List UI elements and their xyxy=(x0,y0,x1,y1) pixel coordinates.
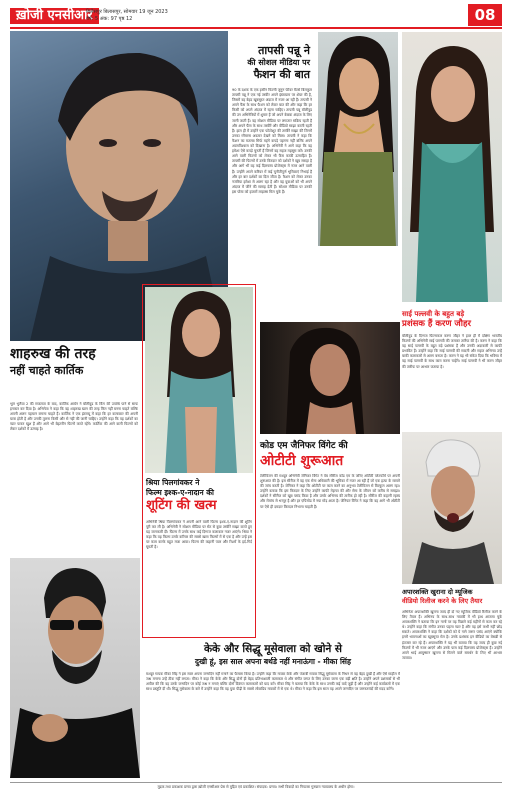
kartik-headline-line1: शाहरुख की तरह xyxy=(10,346,96,362)
footer-rule xyxy=(10,782,502,783)
taapsee-headline-line1: तापसी पन्नू ने xyxy=(258,44,310,57)
kartik-headline-line3: नहीं चाहते कार्तिक xyxy=(10,364,84,377)
mika-photo xyxy=(10,558,140,778)
saipallavi-headline xyxy=(402,310,502,330)
konkona-portrait-graphic xyxy=(260,322,400,434)
shriya-headline-line1: श्रिया पिलगांवकर ने xyxy=(146,478,200,487)
kartik-headline xyxy=(10,345,140,378)
konkona-headline xyxy=(260,440,400,470)
aparshakti-headline-line1: अपारशक्ति खुराना दो म्यूजिक xyxy=(402,588,473,596)
saipallavi-headline-line2: प्रशंसक हैं करण जौहर xyxy=(402,319,471,329)
mika-portrait-graphic xyxy=(10,558,140,778)
shriya-headline xyxy=(146,478,252,514)
masthead-meta xyxy=(86,9,168,23)
taapsee-body: 90 के दशक के एक हसीन फिल्मी जुनून फीवर मैटर्स बिलकुल तापसी पन्नू ने एक नई तस्वीर अपने इंस्टाग्राम पर शेयर की है, जिसमें वह बेहद खूबसूरत अंदाज में नजर आ रही हैं। तापसी ने अपने फैंस के साथ फैशन को लेकर बात की और कहा कि हर किसी को अपने अंदाज में रहना चाहिए। तापसी पन्नू बॉलीवुड की उन अभिनेत्रियों में शुमार हैं जो अपने बेबाक अंदाज के लिए जानी जाती हैं। वह सोशल मीडिया पर लगातार सक्रिय रहती हैं और अपने फैंस के साथ तस्वीरें और वीडियो साझा करती रहती हैं। हाल ही में उन्होंने एक फोटोशूट की तस्वीरें साझा कीं जिनमें उनका ग्लैमरस अवतार देखने को मिला। तापसी ने कहा कि फैशन का मतलब सिर्फ महंगे कपड़े पहनना नहीं बल्कि अपने आत्मविश्वास को दिखाना है। अभिनेत्री ने आगे कहा कि वह हमेशा ऐसे कपड़े चुनती हैं जिनमें वह सहज महसूस करें। उनकी आने वाली फिल्मों को लेकर भी फैंस काफी उत्साहित हैं। तापसी की फिल्मों में उनके किरदार को दर्शकों ने खूब सराहा है और आगे भी वह कई दिलचस्प प्रोजेक्ट्स में नजर आने वाली हैं। उन्होंने अपने करियर में कई चुनौतीपूर्ण भूमिकाएं निभाई हैं और हर बार दर्शकों का दिल जीता है। फैशन को लेकर उनका नजरिया हमेशा से अलग रहा है और वह युवाओं को भी अपने अंदाज में जीने की सलाह देती हैं। सोशल मीडिया पर उनकी इस पोस्ट को हजारों लाइक्स मिल चुके हैं। xyxy=(232,88,312,194)
taapsee-portrait-graphic xyxy=(318,32,398,246)
aparshakti-body: अभिनेता अपारशक्ति खुराना जल्द ही दो नए म्यूजिक वीडियो रिलीज करने के लिए तैयार हैं। अभिनय के साथ-साथ गायकी में भी हाथ आजमा चुके अपारशक्ति ने बताया कि इन गानों पर वह पिछले कई महीनों से काम कर रहे थे। उन्होंने कहा कि संगीत उनका पहला प्यार है और वह इसे कभी नहीं छोड़ सकते। अपारशक्ति ने कहा कि दर्शकों को ये गाने जरूर पसंद आएंगे क्योंकि इनमें भावनाओं का खूबसूरत मेल है। उनके प्रशंसक इन वीडियो का बेसब्री से इंतजार कर रहे हैं। अपारशक्ति ने यह भी बताया कि वह जल्द ही कुछ नई फिल्मों में भी नजर आएंगे और उनके पास कई दिलचस्प प्रोजेक्ट्स हैं। उन्होंने अपने भाई आयुष्मान खुराना से मिलने वाले समर्थन के लिए भी आभार जताया। xyxy=(402,610,502,660)
saipallavi-photo xyxy=(402,32,502,302)
masthead-meta-line2: वर्ष: 5 अंक: 97 पृष्ठ 12 xyxy=(86,16,133,22)
aparshakti-portrait-graphic xyxy=(402,432,502,584)
taapsee-headline-lower xyxy=(192,58,310,82)
saipallavi-portrait-graphic xyxy=(402,32,502,302)
taapsee-photo xyxy=(318,32,398,246)
konkona-body: टेलीविजन की मशहूर अभिनेत्री जेनिफर विंगेट ने वेब सीरीज कोड एम के जरिए ओटीटी प्लेटफॉर्म पर अपनी शुरूआत की है। इस सीरीज में वह एक सेना अधिकारी की भूमिका में नजर आ रही हैं जो एक हत्या के मामले की जांच करती है। जेनिफर ने कहा कि ओटीटी पर काम करने का अनुभव टेलीविजन से बिल्कुल अलग रहा। उन्होंने बताया कि इस किरदार के लिए उन्होंने काफी मेहनत की और सेना के जीवन को करीब से समझा। दर्शकों ने सीरीज को खूब पसंद किया है और उनके अभिनय की तारीफ हो रही है। सीरीज की कहानी रहस्य और रोमांच से भरपूर है और हर एपिसोड में नया मोड़ आता है। जेनिफर विंगेट ने कहा कि वह आगे भी ओटीटी पर ऐसे ही दमदार किरदार निभाना चाहती हैं। xyxy=(260,474,400,509)
taapsee-headline-line3: फैशन की बात xyxy=(253,68,310,81)
shriya-photo xyxy=(145,287,253,473)
konkona-headline-line2: ओटीटी शुरूआत xyxy=(260,453,344,469)
shriya-body: अभिनेत्री श्रिया पिलगांवकर ने अपनी आने वाली फिल्म इश्क-ए-नादान की शूटिंग पूरी कर ली है। अभिनेत्री ने सोशल मीडिया पर सेट से कुछ तस्वीरें साझा करते हुए यह जानकारी दी। फिल्म में उनके साथ कई दिग्गज कलाकार नजर आएंगे। श्रिया ने कहा कि यह फिल्म उनके करियर की सबसे खास फिल्मों में से एक है और उन्हें इस पर काम करके बहुत मजा आया। फिल्म की कहानी प्यार और रिश्तों के इर्द-गिर्द घूमती है। xyxy=(146,520,252,550)
aparshakti-photo xyxy=(402,432,502,584)
mika-body: मशहूर गायक मीका सिंह ने इस साल अपना जन्मदिन नहीं मनाने का फैसला किया है। उन्होंने कहा कि गायक केके और पंजाबी गायक सिद्धू मूसेवाला के निधन से वह बेहद दुखी हैं और ऐसे माहौल में जश्न मनाना उन्हें ठीक नहीं लगता। मीका ने कहा कि केके और सिद्धू दोनों ही बेहद प्रतिभाशाली कलाकार थे और संगीत जगत के लिए उनका जाना एक बड़ी क्षति है। उन्होंने अपने प्रशंसकों से भी अपील की कि वह उनके जन्मदिन पर कोई जश्न न मनाएं बल्कि दोनों दिवंगत कलाकारों को याद करें। मीका सिंह ने बताया कि केके के साथ उनकी कई यादें जुड़ी हैं और उन्होंने कई कार्यक्रमों में एक साथ प्रस्तुति दी थी। सिद्धू मूसेवाला के बारे में उन्होंने कहा कि वह युवा पीढ़ी के सबसे लोकप्रिय गायकों में से एक थे। मीका ने कहा कि इस साल वह अपने जन्मदिन पर जरूरतमंदों की मदद करेंगे। xyxy=(146,672,400,692)
kartik-body: भूल भुलैया 2 की सफलता के बाद, कार्तिक आर्यन ने बॉलीवुड के किंग की उपाधि पाने से साफ इनकार कर दिया है। अभिनेता ने कहा कि वह शाहरुख खान की तरह किंग नहीं बनना चाहते बल्कि अपनी अलग पहचान बनाना चाहते हैं। कार्तिक ने एक इंटरव्यू में कहा कि हर कलाकार की अपनी यात्रा होती है और उनकी तुलना किसी और से नहीं की जानी चाहिए। उन्होंने कहा कि वह दर्शकों का प्यार पाकर खुश हैं और आगे भी बेहतरीन फिल्में करते रहेंगे। कार्तिक की आने वाली फिल्मों को लेकर दर्शकों में उत्साह है। xyxy=(10,402,138,432)
aparshakti-headline xyxy=(402,588,502,606)
taapsee-headline xyxy=(232,44,310,58)
aparshakti-headline-line2: वीडियो रिलीज करने के लिए तैयार xyxy=(402,597,483,605)
mika-headline-line2: दुखी हूं, इस साल अपना बर्थडे नहीं मनाऊंगा - मीका सिंह xyxy=(194,657,351,666)
konkona-photo xyxy=(260,322,400,434)
page-number: 08 xyxy=(468,4,502,26)
footer-imprint: मुद्रक तथा प्रकाशक प्रणव द्वारा ख़ोजी एनसीआर प्रेस से मुद्रित एवं प्रकाशित। संपादक: प्रणव। सभी विवादों का निपटारा गुरुग्राम न्यायालय के अधीन होगा। xyxy=(157,785,355,789)
shriya-headline-line2: फिल्म इश्क-ए-नादान की xyxy=(146,488,214,497)
shriya-headline-line3: शूटिंग की खत्म xyxy=(146,498,217,513)
mika-headline xyxy=(146,642,400,667)
header-rule xyxy=(10,27,502,29)
section-label: ख़ोजी एनसीआर xyxy=(10,8,99,24)
saipallavi-body: बॉलीवुड के दिग्गज फिल्मकार करण जौहर ने हाल ही में दक्षिण भारतीय फिल्मों की अभिनेत्री साई पल्लवी की जमकर तारीफ की है। करण ने कहा कि वह साई पल्लवी के बहुत बड़े प्रशंसक हैं और उनकी अदाकारी से काफी प्रभावित हैं। उन्होंने कहा कि साई पल्लवी की सादगी और सहज अभिनय उन्हें बाकी कलाकारों से अलग बनाता है। करण ने यह भी संकेत दिया कि भविष्य में वह साई पल्लवी के साथ काम करना चाहेंगे। साई पल्लवी ने भी करण जौहर की तारीफ पर आभार जताया है। xyxy=(402,334,502,369)
masthead-meta-line1: बिलैसपुर बिलासपुर, सोमवार 19 जून 2023 xyxy=(86,9,168,15)
shriya-portrait-graphic xyxy=(145,287,253,473)
mika-headline-line1: केके और सिद्धू मूसेवाला को खोने से xyxy=(203,643,343,655)
taapsee-headline-line2: की सोशल मीडिया पर xyxy=(247,58,310,67)
konkona-headline-line1: कोड एम जैनिफर विंगेट की xyxy=(260,441,348,451)
saipallavi-headline-line1: साई पल्लवी के बहुत बड़े xyxy=(402,310,465,318)
